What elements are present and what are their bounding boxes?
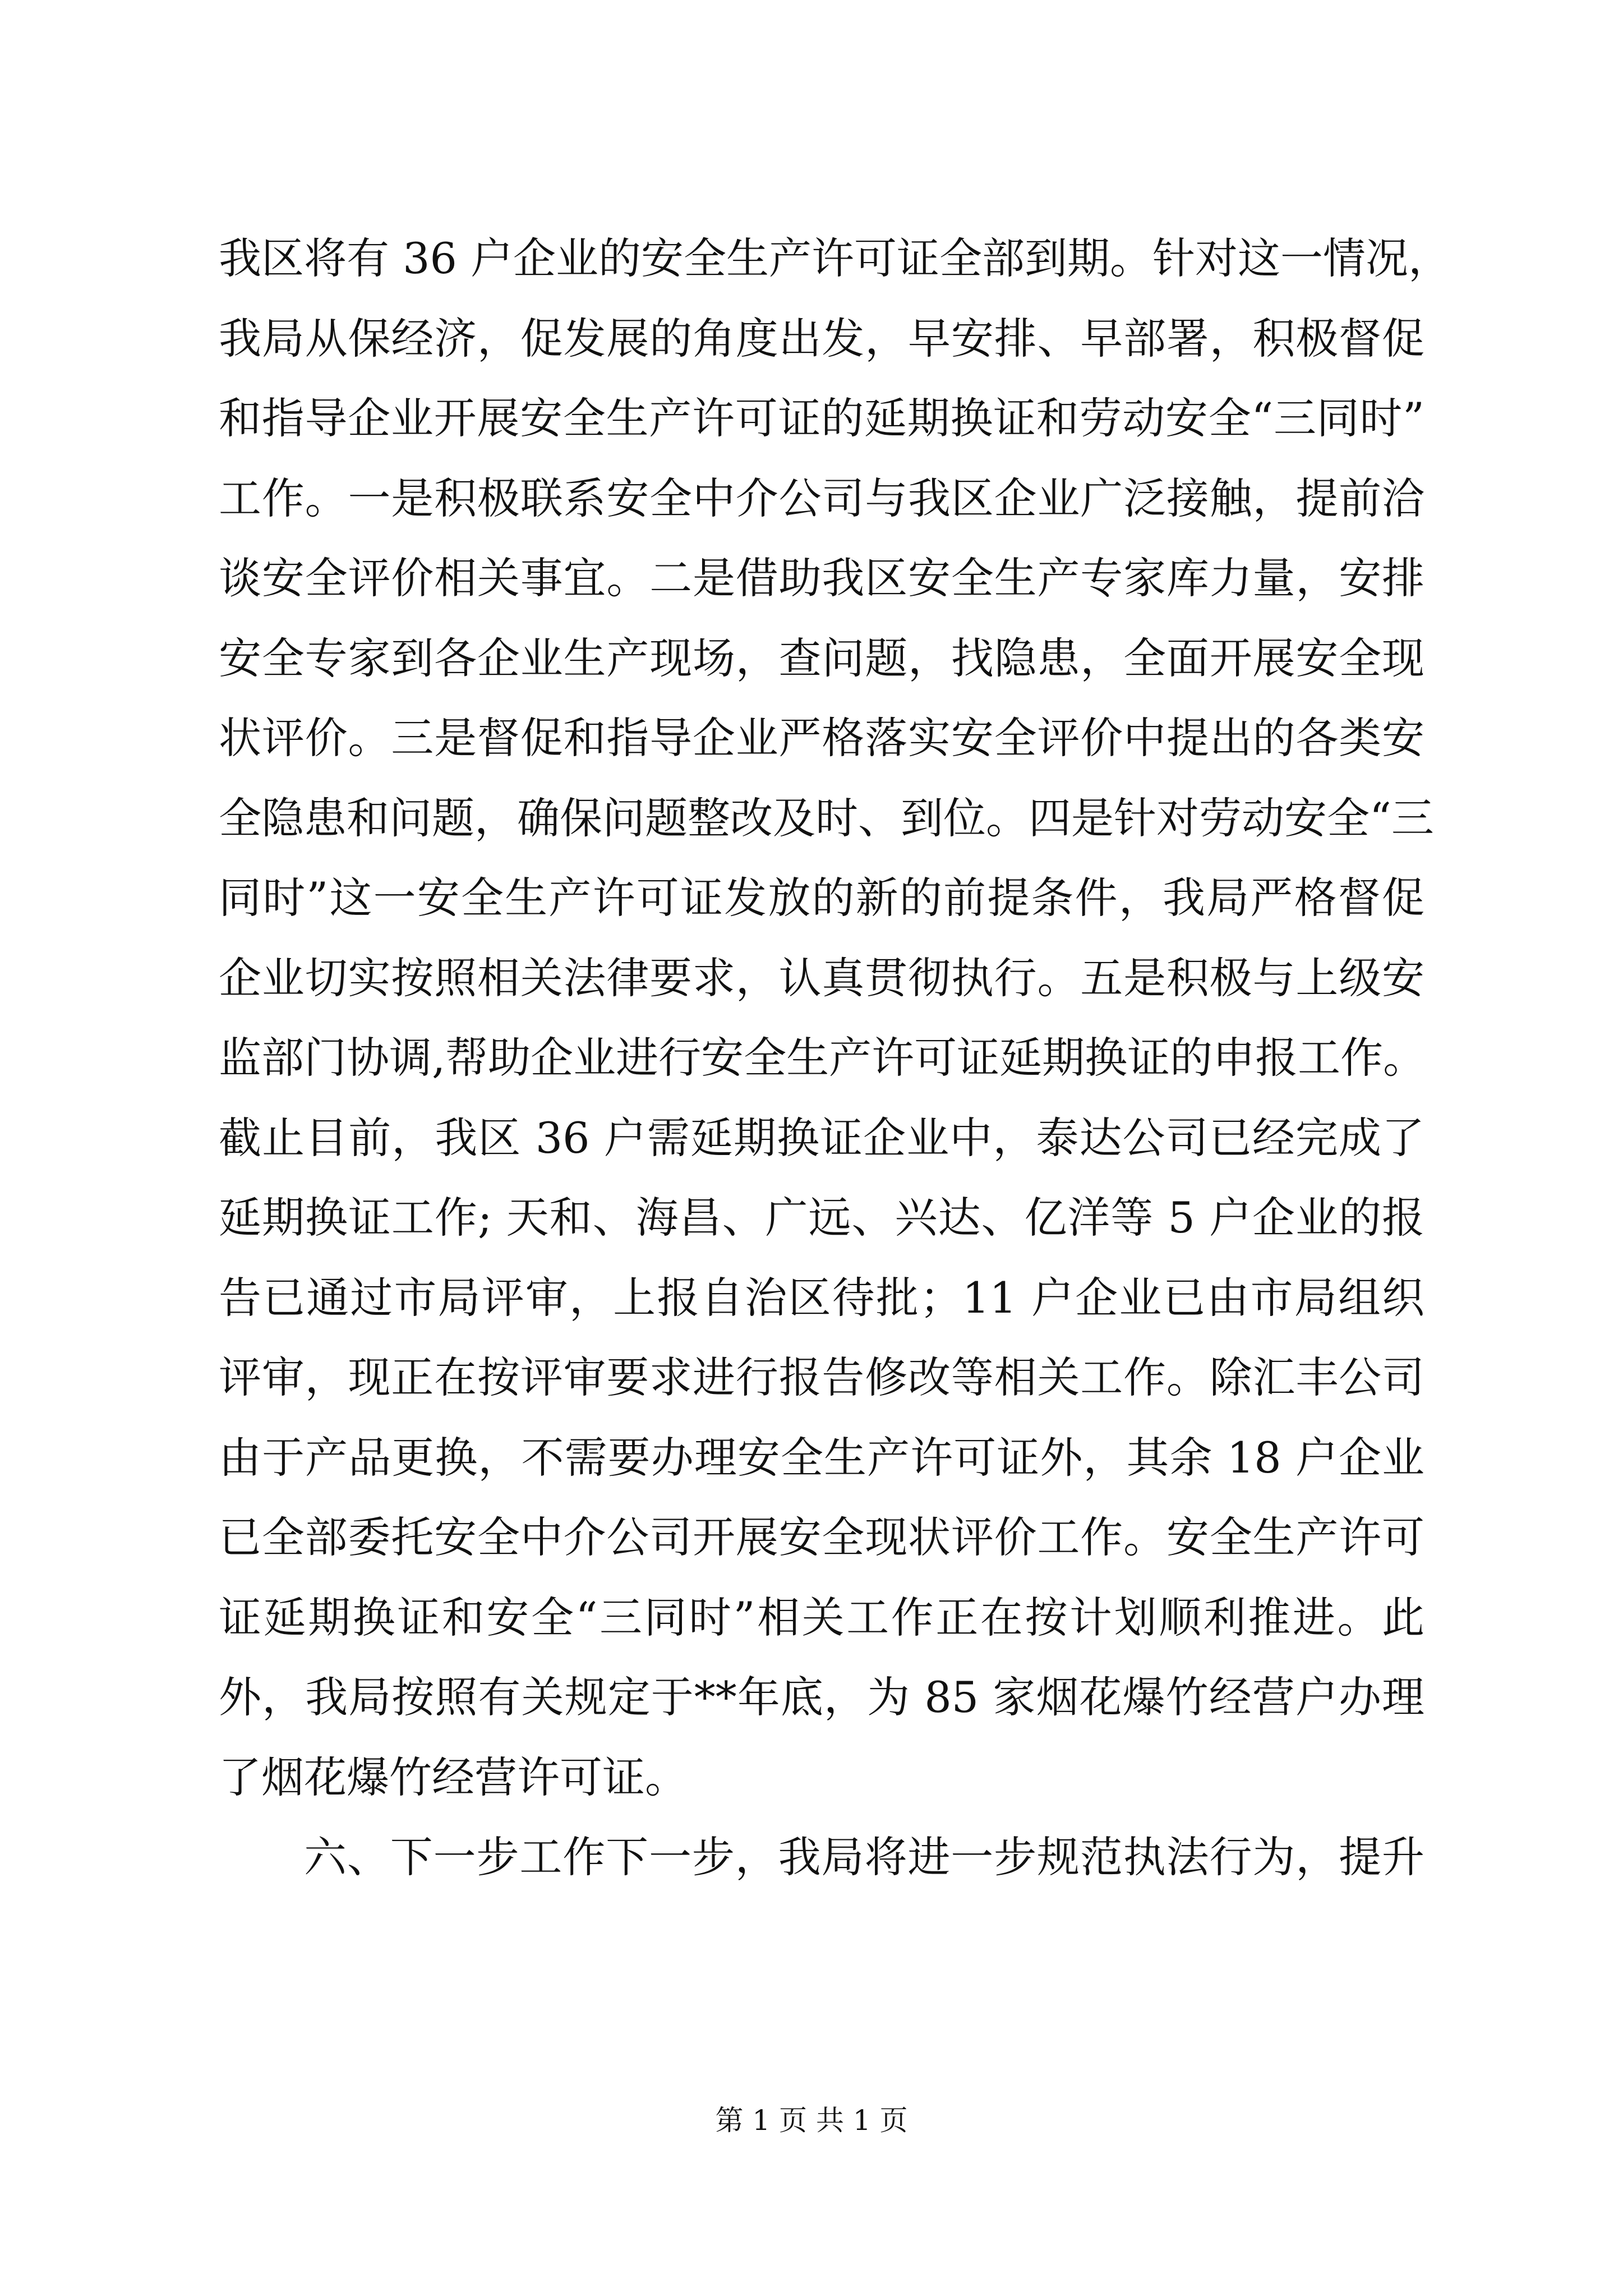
- text-line: 外，我局按照有关规定于**年底，为 85 家烟花爆竹经营户办理: [219, 1672, 1424, 1722]
- text-line: 证延期换证和安全“三同时”相关工作正在按计划顺利推进。此: [219, 1592, 1424, 1642]
- text-line: 已全部委托安全中介公司开展安全现状评价工作。安全生产许可: [219, 1512, 1424, 1562]
- text-line: 告已通过市局评审，上报自治区待批；11 户企业已由市局组织: [219, 1272, 1424, 1323]
- text-line: 我局从保经济，促发展的角度出发，早安排、早部署，积极督促: [219, 313, 1424, 364]
- text-line: 截止目前，我区 36 户需延期换证企业中，泰达公司已经完成了: [219, 1112, 1424, 1163]
- text-line: 延期换证工作; 天和、海昌、广远、兴达、亿洋等 5 户企业的报: [219, 1193, 1424, 1243]
- paragraph-last-line: 了烟花爆竹经营许可证。: [219, 1752, 688, 1802]
- text-line: 和指导企业开展安全生产许可证的延期换证和劳动安全“三同时”: [219, 393, 1424, 443]
- text-line: 企业切实按照相关法律要求，认真贯彻执行。五是积极与上级安: [219, 953, 1424, 1003]
- text-line: 同时”这一安全生产许可证发放的新的前提条件，我局严格督促: [219, 873, 1424, 923]
- text-line: 全隐患和问题，确保问题整改及时、到位。四是针对劳动安全“三: [219, 793, 1434, 843]
- text-line: 监部门协调,帮助企业进行安全生产许可证延期换证的申报工作。: [219, 1033, 1426, 1083]
- text-line: 状评价。三是督促和指导企业严格落实安全评价中提出的各类安: [219, 713, 1424, 763]
- text-line: 谈安全评价相关事宜。二是借助我区安全生产专家库力量，安排: [219, 553, 1424, 603]
- document-body: [219, 219, 1451, 1898]
- text-line: 我区将有 36 户企业的安全生产许可证全部到期。针对这一情况，: [219, 233, 1451, 283]
- text-line: 由于产品更换，不需要办理安全生产许可证外，其余 18 户企业: [219, 1432, 1424, 1483]
- text-line: 安全专家到各企业生产现场，查问题，找隐患，全面开展安全现: [219, 633, 1424, 683]
- text-line: 工作。一是积极联系安全中介公司与我区企业广泛接触，提前洽: [219, 473, 1424, 523]
- paragraph-first-line: 六、下一步工作下一步，我局将进一步规范执法行为，提升: [304, 1832, 1424, 1882]
- page-footer: 第 1 页 共 1 页: [715, 2104, 908, 2137]
- text-line: 评审，现正在按评审要求进行报告修改等相关工作。除汇丰公司: [219, 1352, 1424, 1402]
